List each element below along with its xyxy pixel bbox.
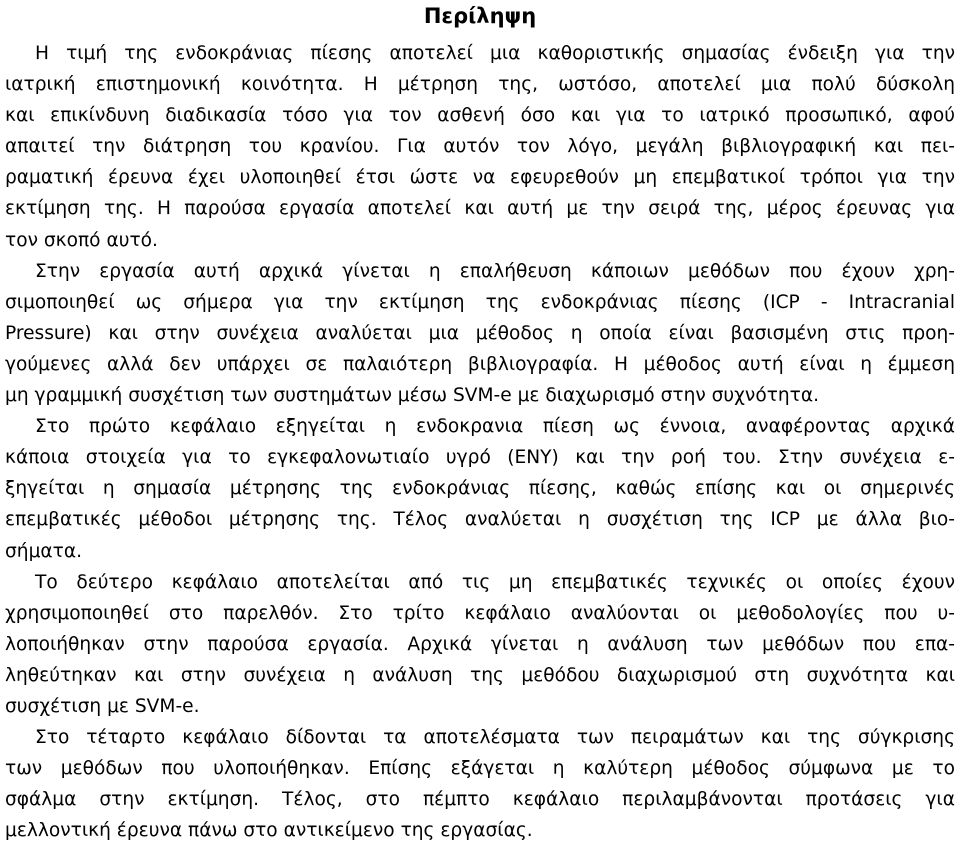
text-line: Η τιμή της ενδοκράνιας πίεσης αποτελεί μια καθοριστικής σημασίας ένδειξη για την	[35, 43, 955, 64]
abstract-paragraph	[5, 411, 955, 566]
text-line: ραματική έρευνα έχει υλοποιηθεί έτσι ώστε να εφευρεθούν μη επεμβατικοί τρόποι για την	[5, 167, 955, 189]
text-line: ληθεύτηκαν και στην συνέχεια η ανάλυση της μεθόδου διαχωρισμού στη συχνότητα και	[5, 664, 955, 686]
text-line: τον σκοπό αυτό.	[5, 229, 158, 251]
text-line: χρησιμοποιηθεί στο παρελθόν. Στο τρίτο κεφάλαιο αναλύονται οι μεθοδολογίες που υ-	[5, 602, 955, 624]
text-line: μελλοντική έρευνα πάνω στο αντικείμενο της εργασίας.	[5, 820, 533, 842]
text-line: σφάλμα στην εκτίμηση. Τέλος, στο πέμπτο κεφάλαιο περιλαμβάνονται προτάσεις για	[5, 789, 955, 811]
text-line: σήματα.	[5, 540, 83, 562]
abstract-paragraph	[5, 567, 955, 722]
text-line: σιμοποιηθεί ως σήμερα για την εκτίμηση της ενδοκράνιας πίεσης (ICP - Intracranial	[5, 291, 955, 313]
text-line: ξηγείται η σημασία μέτρησης της ενδοκράνιας πίεσης, καθώς επίσης και οι σημερινές	[5, 478, 955, 500]
text-line: Στο πρώτο κεφάλαιο εξηγείται η ενδοκρανια πίεση ως έννοια, αναφέροντας αρχικά	[35, 416, 955, 438]
text-line: Το δεύτερο κεφάλαιο αποτελείται από τις μη επεμβατικές τεχνικές οι οποίες έχουν	[35, 571, 955, 593]
abstract-title: Περίληψη	[423, 4, 537, 28]
text-line: γούμενες αλλά δεν υπάρχει σε παλαιότερη βιβλιογραφία. Η μέθοδος αυτή είναι η έμμεση	[5, 353, 955, 375]
text-line: μη γραμμική συσχέτιση των συστημάτων μέσω SVM-e με διαχωρισμό στην συχνότητα.	[5, 385, 820, 407]
text-line: των μεθόδων που υλοποιήθηκαν. Επίσης εξάγεται η καλύτερη μέθοδος σύμφωνα με το	[5, 758, 955, 780]
text-line: συσχέτιση με SVM-e.	[5, 695, 200, 717]
text-line: κάποια στοιχεία για το εγκεφαλονωτιαίο υγρό (ΕΝΥ) και την ροή του. Στην συνέχεια ε-	[5, 447, 955, 469]
abstract-body	[5, 38, 955, 846]
text-line: επεμβατικές μέθοδοι μέτρησης της. Τέλος αναλύεται η συσχέτιση της ICP με άλλα βιο-	[5, 509, 955, 531]
text-line: ιατρική επιστημονική κοινότητα. Η μέτρηση της, ωστόσο, αποτελεί μια πολύ δύσκολη	[5, 74, 955, 96]
text-line: Στο τέταρτο κεφάλαιο δίδονται τα αποτελέσματα των πειραμάτων και της σύγκρισης	[35, 727, 955, 749]
abstract-paragraph	[5, 38, 955, 256]
abstract-paragraph	[5, 256, 955, 411]
abstract-page	[5, 0, 955, 846]
text-line: και επικίνδυνη διαδικασία τόσο για τον ασθενή όσο και για το ιατρικό προσωπικό, αφού	[5, 105, 955, 127]
text-line: λοποιήθηκαν στην παρούσα εργασία. Αρχικά γίνεται η ανάλυση των μεθόδων που επα-	[5, 633, 955, 655]
abstract-paragraph	[5, 722, 955, 846]
text-line: Pressure) και στην συνέχεια αναλύεται μια μέθοδος η οποία είναι βασισμένη στις προη-	[5, 322, 955, 344]
text-line: εκτίμηση της. Η παρούσα εργασία αποτελεί και αυτή με την σειρά της, μέρος έρευνας για	[5, 198, 955, 220]
text-line: απαιτεί την διάτρηση του κρανίου. Για αυτόν τον λόγο, μεγάλη βιβλιογραφική και πει-	[5, 136, 955, 158]
text-line: Στην εργασία αυτή αρχικά γίνεται η επαλήθευση κάποιων μεθόδων που έχουν χρη-	[35, 260, 955, 282]
